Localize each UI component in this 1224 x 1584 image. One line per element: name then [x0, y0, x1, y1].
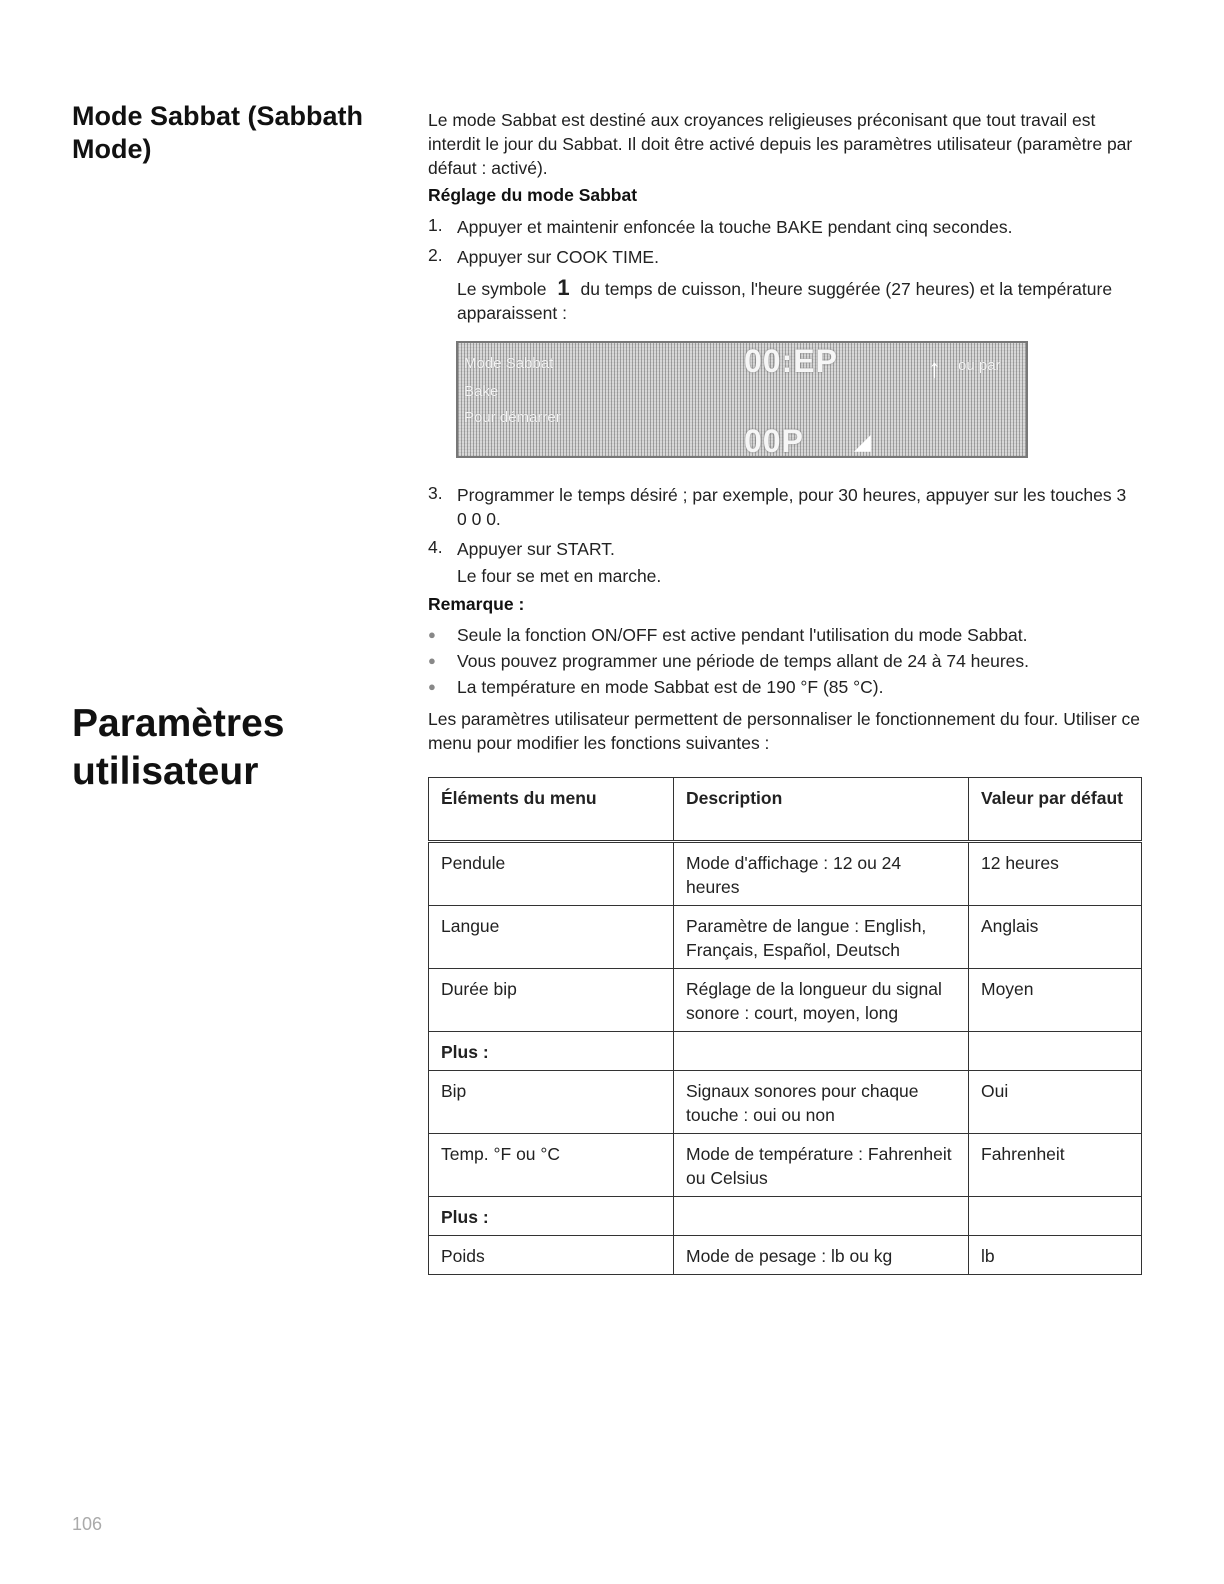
- note-item: La température en mode Sabbat est de 190 °F (85 °C).: [457, 677, 884, 697]
- step-number: 1.: [428, 215, 443, 235]
- table-row: [429, 1134, 1142, 1197]
- table-cell: [674, 1032, 969, 1071]
- step-text: Appuyer et maintenir enfoncée la touche BAKE pendant cinq secondes.: [457, 217, 1013, 237]
- sabbat-subheading: Réglage du mode Sabbat: [428, 185, 638, 205]
- display-line-3: Pour démarrer: [464, 409, 561, 426]
- step-text: Programmer le temps désiré ; par exemple, pour 30 heures, appuyer sur les touches 3 0 0 0.: [457, 485, 1127, 529]
- table-header-row: [429, 778, 1142, 842]
- note-item: Seule la fonction ON/OFF est active pendant l'utilisation du mode Sabbat.: [457, 625, 1028, 645]
- display-big-top: 00:EP: [744, 343, 838, 379]
- sabbat-intro: Le mode Sabbat est destiné aux croyances religieuses préconisant que tout travail est interdit le jour du Sabbat. Il doit être activé depuis les paramètres utilisateur (paramètre par défaut : activé).: [428, 110, 1133, 178]
- table-cell: Plus :: [429, 1197, 674, 1236]
- table-cell: Signaux sonores pour chaque touche : oui ou non: [674, 1071, 969, 1134]
- table-row: [429, 842, 1142, 906]
- params-heading: Paramètres utilisateur: [72, 702, 285, 793]
- step-number: 3.: [428, 483, 443, 503]
- table-cell: 12 heures: [969, 842, 1142, 906]
- table-cell: Mode de pesage : lb ou kg: [674, 1236, 969, 1275]
- column-header: Valeur par défaut: [969, 778, 1142, 842]
- table-cell: Poids: [429, 1236, 674, 1275]
- settings-table: [428, 777, 1142, 1275]
- table-row: [429, 1032, 1142, 1071]
- page-number: 106: [72, 1514, 103, 1534]
- table-cell: Bip: [429, 1071, 674, 1134]
- table-cell: Pendule: [429, 842, 674, 906]
- step-text: Appuyer sur COOK TIME.: [457, 247, 659, 267]
- table-cell: lb: [969, 1236, 1142, 1275]
- table-row: [429, 969, 1142, 1032]
- step2-detail-before: Le symbole: [457, 279, 547, 299]
- step4-detail: Le four se met en marche.: [457, 566, 662, 586]
- table-cell: Réglage de la longueur du signal sonore : court, moyen, long: [674, 969, 969, 1032]
- bullet-icon: ●: [428, 679, 436, 694]
- cook-time-symbol-icon: 1: [557, 275, 570, 300]
- column-header: Description: [674, 778, 969, 842]
- table-row: [429, 1071, 1142, 1134]
- note-item: Vous pouvez programmer une période de temps allant de 24 à 74 heures.: [457, 651, 1030, 671]
- step2-detail: [457, 276, 1117, 325]
- display-small-right: ou par: [958, 357, 1001, 374]
- step-text: Appuyer sur START.: [457, 539, 615, 559]
- params-intro: Les paramètres utilisateur permettent de personnaliser le fonctionnement du four. Utiliser ce menu pour modifier les fonctions suivantes :: [428, 709, 1141, 753]
- table-cell: Plus :: [429, 1032, 674, 1071]
- clock-hand-icon: ◢: [854, 429, 871, 454]
- table-cell: [969, 1197, 1142, 1236]
- table-cell: Moyen: [969, 969, 1142, 1032]
- table-row: [429, 1236, 1142, 1275]
- table-cell: Anglais: [969, 906, 1142, 969]
- bullet-icon: ●: [428, 627, 436, 642]
- table-cell: Paramètre de langue : English, Français, Español, Deutsch: [674, 906, 969, 969]
- sabbat-heading: Mode Sabbat (Sabbath Mode): [72, 101, 364, 164]
- display-line-2: Bake: [464, 383, 499, 400]
- table-cell: Fahrenheit: [969, 1134, 1142, 1197]
- table-cell: [969, 1032, 1142, 1071]
- table-cell: Temp. °F ou °C: [429, 1134, 674, 1197]
- table-cell: [674, 1197, 969, 1236]
- step-number: 4.: [428, 537, 443, 557]
- display-line-1: Mode Sabbat: [464, 355, 554, 372]
- table-row: [429, 1197, 1142, 1236]
- table-cell: Langue: [429, 906, 674, 969]
- table-row: [429, 906, 1142, 969]
- step-number: 2.: [428, 245, 443, 265]
- table-cell: Mode d'affichage : 12 ou 24 heures: [674, 842, 969, 906]
- cook-time-icon: ↑: [928, 353, 941, 383]
- bullet-icon: ●: [428, 653, 436, 668]
- step2-detail-after: du temps de cuisson, l'heure suggérée (27 heures) et la température apparaissent :: [457, 279, 1113, 323]
- table-cell: Durée bip: [429, 969, 674, 1032]
- note-heading: Remarque :: [428, 594, 525, 614]
- display-big-bottom: 00P: [744, 423, 804, 458]
- column-header: Éléments du menu: [429, 778, 674, 842]
- table-cell: Oui: [969, 1071, 1142, 1134]
- oven-display-image: [456, 341, 1028, 458]
- table-cell: Mode de température : Fahrenheit ou Celsius: [674, 1134, 969, 1197]
